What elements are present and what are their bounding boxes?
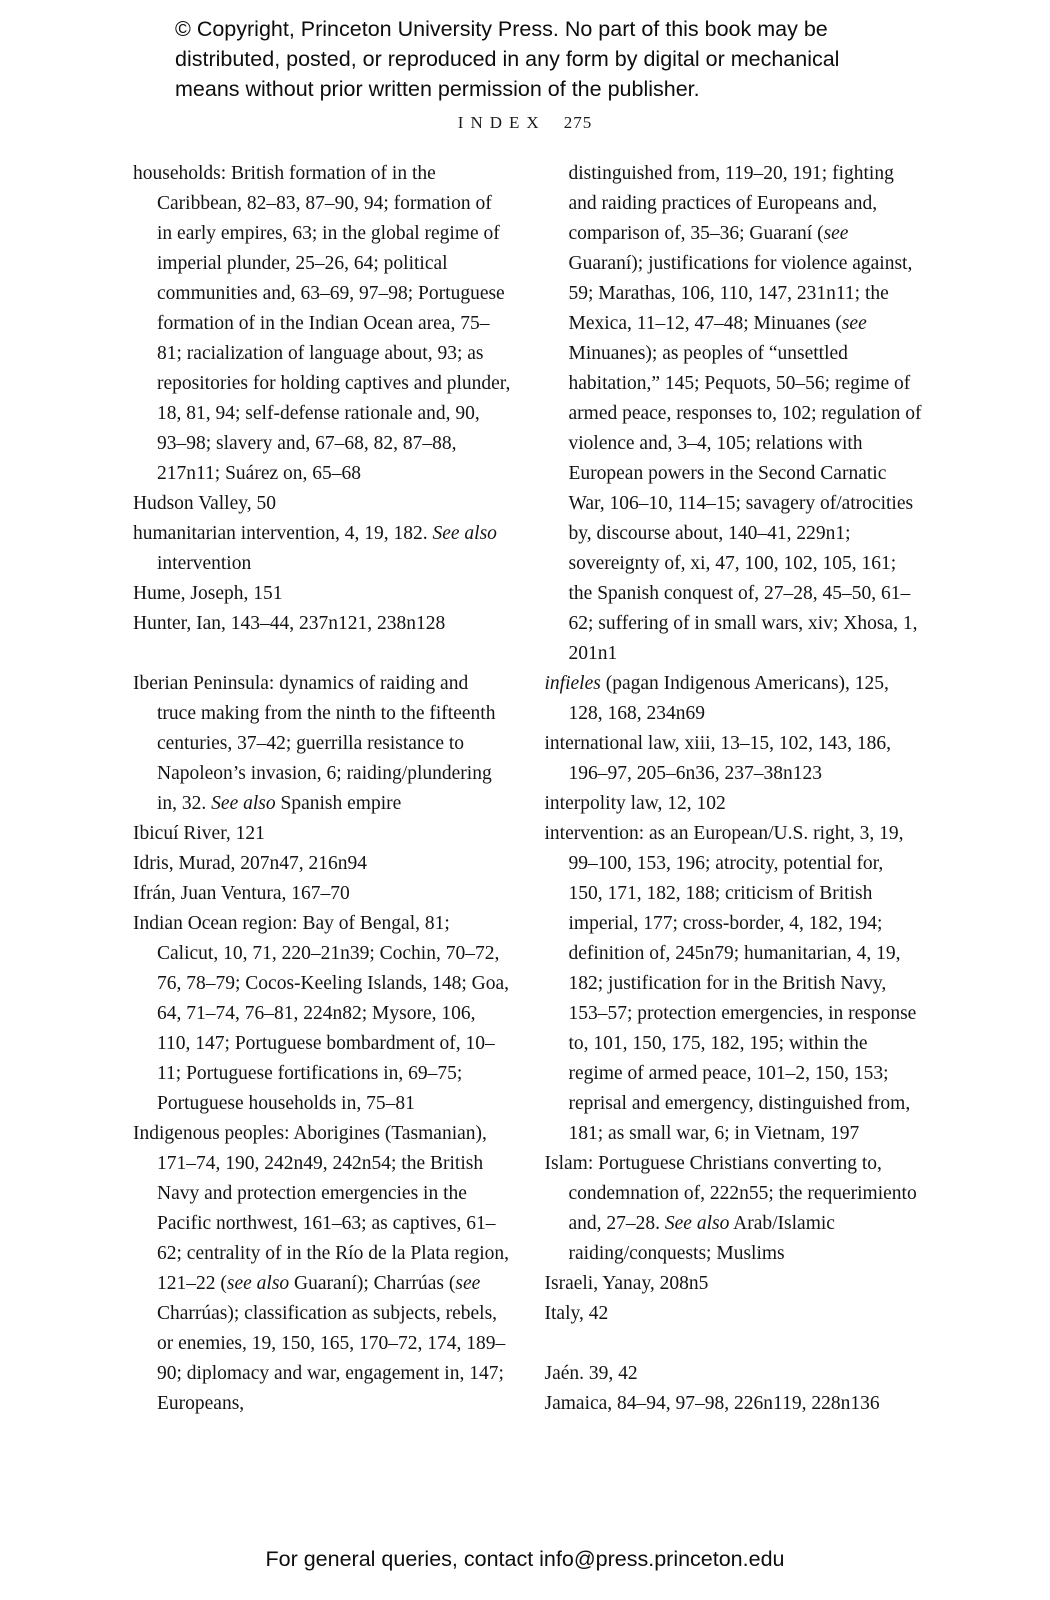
index-entry: Indian Ocean region: Bay of Bengal, 81; Calicut, 10, 71, 220–21n39; Cochin, 70–72, 76, 78–79; Cocos-Keeling Islands, 148; Goa, 64, 71–74, 76–81, 224n82; Mysore, 106, 110, 147; Portuguese bombardment of, 10–11; Portuguese fortifications in, 69–75; Portuguese households in, 75–81 <box>133 913 510 1114</box>
index-entry: Israeli, Yanay, 208n5 <box>544 1273 709 1294</box>
index-columns <box>133 159 922 1419</box>
page-header <box>0 113 1050 133</box>
copyright-notice: © Copyright, Princeton University Press. No part of this book may be distributed, posted, or reproduced in any form by digital or mechanical means without prior written permission of the publisher. <box>175 17 840 101</box>
index-entry: international law, xiii, 13–15, 102, 143, 186, 196–97, 205–6n36, 237–38n123 <box>544 733 891 784</box>
index-entry: Hume, Joseph, 151 <box>133 583 283 604</box>
footer-contact: For general queries, contact info@press.princeton.edu <box>265 1547 785 1571</box>
index-entry: Hudson Valley, 50 <box>133 493 276 514</box>
index-entry: Ibicuí River, 121 <box>133 823 265 844</box>
index-entry: interpolity law, 12, 102 <box>544 793 726 814</box>
index-entry: Islam: Portuguese Christians converting to, condemnation of, 222n55; the requerimiento and, 27–28. See also Arab/Islamic raiding/conquests; Muslims <box>544 1153 917 1264</box>
index-entry: households: British formation of in the Caribbean, 82–83, 87–90, 94; formation of in early empires, 63; in the global regime of imperial plunder, 25–26, 64; political communities and, 63–69, 97–98; Portuguese formation of in the Indian Ocean area, 75–81; racialization of language about, 93; as repositories for holding captives and plunder, 18, 81, 94; self-defense rationale and, 90, 93–98; slavery and, 67–68, 82, 87–88, 217n11; Suárez on, 65–68 <box>133 163 511 484</box>
index-entry: Hunter, Ian, 143–44, 237n121, 238n128 <box>133 613 446 634</box>
index-entry: infieles (pagan Indigenous Americans), 125, 128, 168, 234n69 <box>544 673 889 724</box>
index-entry: Idris, Murad, 207n47, 216n94 <box>133 853 367 874</box>
index-entry: humanitarian intervention, 4, 19, 182. See also intervention <box>133 523 497 574</box>
index-entry: distinguished from, 119–20, 191; fighting and raiding practices of Europeans and, comparison of, 35–36; Guaraní (see Guaraní); justifications for violence against, 59; Marathas, 106, 110, 147, 231n11; the Mexica, 11–12, 47–48; Minuanes (see Minuanes); as peoples of “unsettled habitation,” 145; Pequots, 50–56; regime of armed peace, responses to, 102; regulation of violence and, 3–4, 105; relations with European powers in the Second Carnatic War, 106–10, 114–15; savagery of/atrocities by, discourse about, 140–41, 229n1; sovereignty of, xi, 47, 100, 102, 105, 161; the Spanish conquest of, 27–28, 45–50, 61–62; suffering of in small wars, xiv; Xhosa, 1, 201n1 <box>568 163 922 664</box>
index-entry: Italy, 42 <box>544 1303 609 1324</box>
index-title: INDEX <box>457 113 546 132</box>
index-entry: intervention: as an European/U.S. right, 3, 19, 99–100, 153, 196; atrocity, potential for, 150, 171, 182, 188; criticism of British imperial, 177; cross-border, 4, 182, 194; definition of, 245n79; humanitarian, 4, 19, 182; justification for in the British Navy, 153–57; protection emergencies, in response to, 101, 150, 175, 182, 195; within the regime of armed peace, 101–2, 150, 153; reprisal and emergency, distinguished from, 181; as small war, 6; in Vietnam, 197 <box>544 823 917 1144</box>
index-entry: Indigenous peoples: Aborigines (Tasmanian), 171–74, 190, 242n49, 242n54; the British Navy and protection emergencies in the Pacific northwest, 161–63; as captives, 61–62; centrality of in the Río de la Plata region, 121–22 (see also Guaraní); Charrúas (see Charrúas); classification as subjects, rebels, or enemies, 19, 150, 165, 170–72, 174, 189–90; diplomacy and war, engagement in, 147; Europeans, <box>133 1123 509 1414</box>
index-entry: Ifrán, Juan Ventura, 167–70 <box>133 883 350 904</box>
page-number: 275 <box>563 113 593 132</box>
index-entry: Jaén. 39, 42 <box>544 1363 638 1384</box>
index-column-right <box>545 159 923 1419</box>
index-entry: Iberian Peninsula: dynamics of raiding and truce making from the ninth to the fifteenth centuries, 37–42; guerrilla resistance to Napoleon’s invasion, 6; raiding/plundering in, 32. See also Spanish empire <box>133 673 496 814</box>
index-column-left <box>133 159 511 1419</box>
index-entry: Jamaica, 84–94, 97–98, 226n119, 228n136 <box>544 1393 880 1414</box>
